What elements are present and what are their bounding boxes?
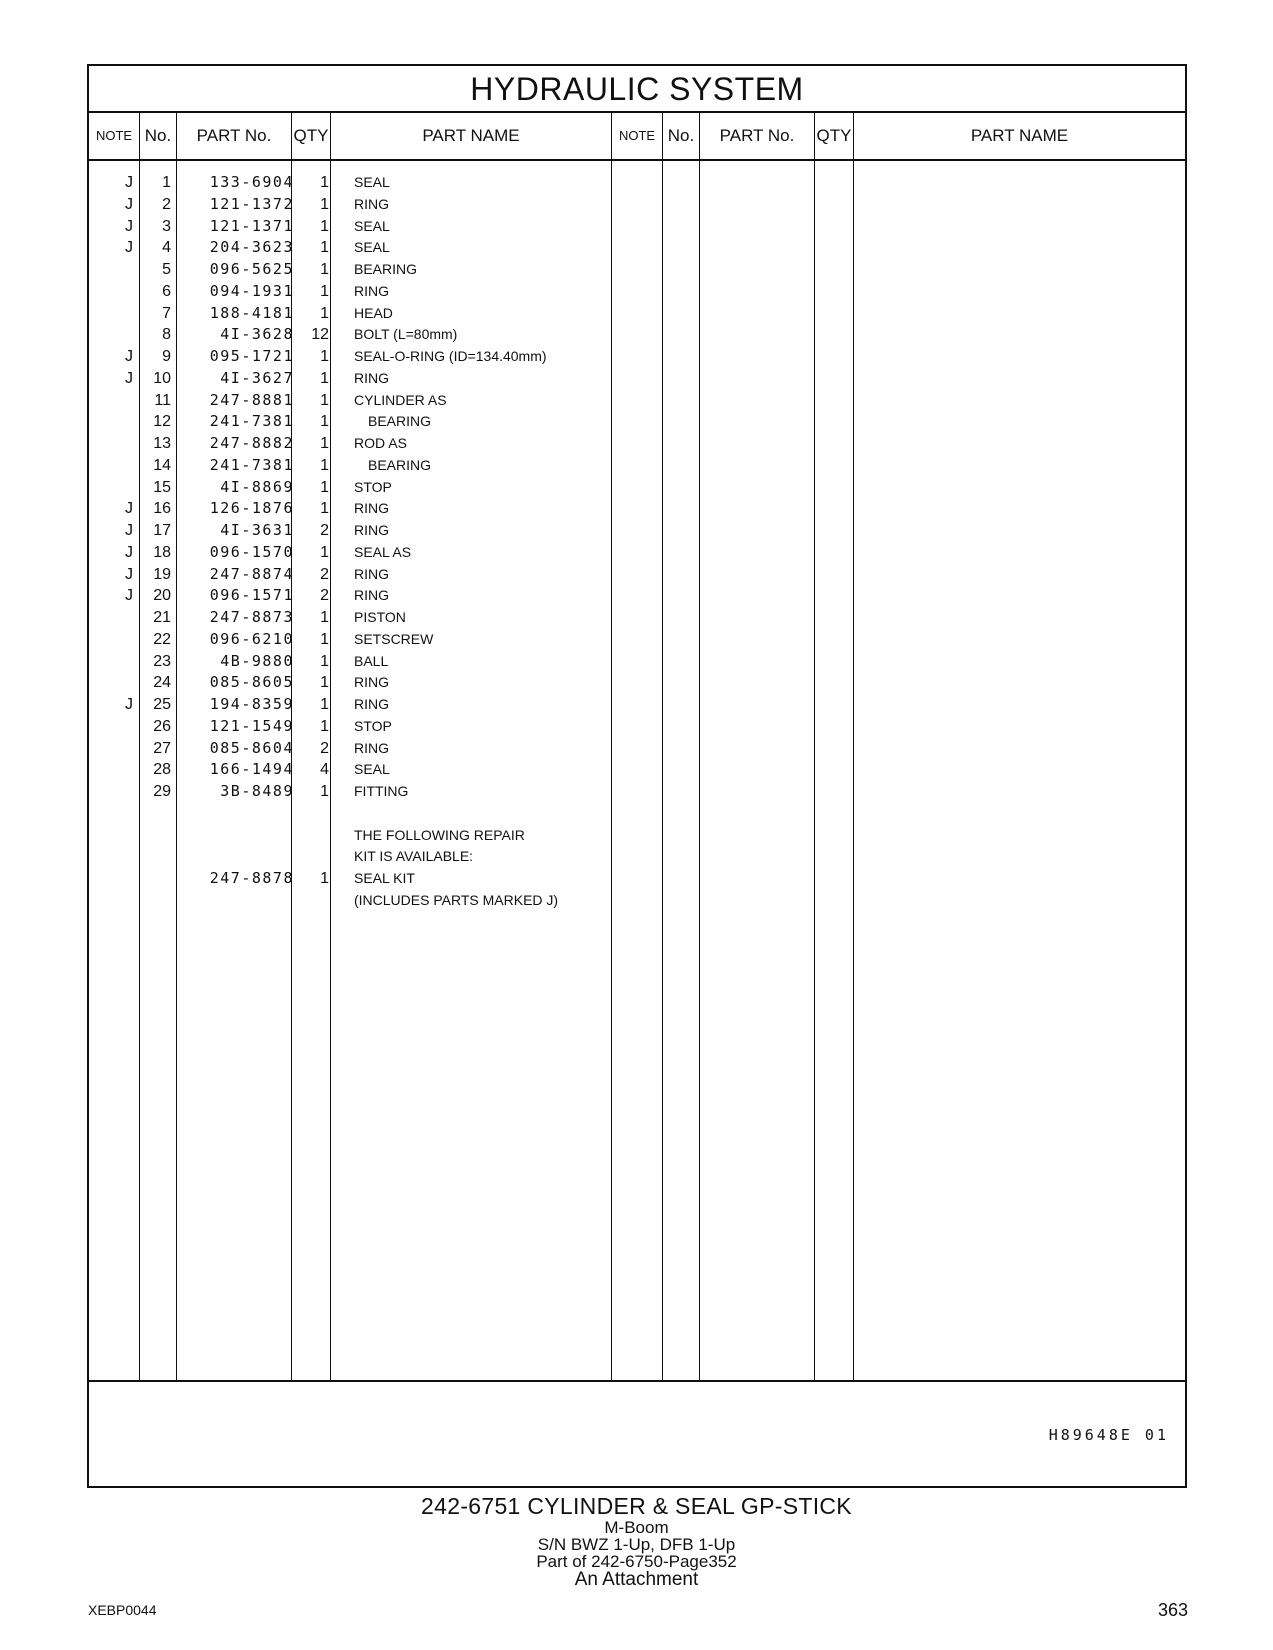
row-part-name: THE FOLLOWING REPAIR — [354, 826, 525, 843]
row-part-number: 3B-8489 — [220, 782, 294, 800]
row-quantity: 1 — [320, 195, 329, 213]
table-row — [89, 650, 1185, 673]
table-row — [89, 193, 1185, 216]
table-row — [89, 171, 1185, 194]
row-quantity: 1 — [320, 369, 329, 387]
row-item-number: 7 — [162, 304, 171, 322]
row-part-name: FITTING — [354, 783, 409, 799]
row-item-number: 15 — [153, 478, 171, 496]
row-part-name: RING — [354, 696, 389, 712]
row-item-number: 9 — [162, 348, 171, 365]
row-part-number: 096-1570 — [209, 542, 294, 561]
row-part-number: 121-1371 — [209, 216, 294, 235]
row-note: J — [125, 195, 133, 213]
table-row — [89, 628, 1185, 651]
row-quantity: 2 — [320, 522, 329, 539]
row-part-number: 4I-8869 — [220, 477, 294, 496]
row-quantity: 1 — [320, 239, 329, 257]
table-row — [89, 824, 1185, 847]
table-row — [89, 563, 1185, 586]
row-item-number: 23 — [153, 652, 171, 670]
table-row — [89, 584, 1185, 607]
row-quantity: 1 — [320, 870, 329, 887]
row-part-name: ROD AS — [354, 435, 407, 451]
row-note: J — [125, 587, 133, 605]
row-item-number: 25 — [153, 696, 171, 713]
table-row — [89, 802, 1185, 825]
header-note-right: NOTE — [618, 128, 656, 143]
header-qty-right: QTY — [816, 126, 852, 145]
row-part-name: RING — [354, 587, 389, 604]
table-row — [89, 432, 1185, 455]
row-part-number: 085-8604 — [209, 738, 294, 757]
row-part-name: RING — [354, 522, 389, 538]
row-part-name: CYLINDER AS — [354, 391, 447, 408]
table-row — [89, 476, 1185, 499]
row-quantity: 1 — [320, 413, 329, 431]
row-part-name: SETSCREW — [354, 630, 434, 647]
row-item-number: 20 — [153, 587, 171, 605]
row-part-name: BEARING — [368, 456, 432, 473]
row-item-number: 2 — [162, 195, 171, 213]
table-row — [89, 497, 1185, 520]
table-row — [89, 236, 1185, 259]
row-part-number: 166-1494 — [209, 760, 294, 779]
row-item-number: 3 — [162, 217, 171, 235]
row-quantity: 1 — [320, 456, 329, 474]
parts-list-frame — [87, 64, 1187, 1488]
row-part-number: 4I-3628 — [220, 325, 294, 344]
row-part-number: 4I-3631 — [220, 521, 294, 539]
row-item-number: 4 — [162, 239, 171, 257]
row-note: J — [125, 369, 133, 387]
row-quantity: 1 — [320, 348, 329, 365]
row-part-number: 194-8359 — [209, 695, 294, 713]
row-part-name: SEAL-O-RING (ID=134.40mm) — [354, 348, 547, 364]
table-row — [89, 780, 1185, 803]
row-item-number: 13 — [153, 435, 171, 452]
header-part-no-left: PART No. — [196, 126, 272, 145]
row-note: J — [125, 348, 133, 365]
row-part-name: PISTON — [354, 609, 406, 625]
parts-table-body — [89, 161, 1185, 1380]
row-item-number: 24 — [153, 674, 171, 692]
table-row — [89, 519, 1185, 542]
illustration-reference: H89648E 01 — [1048, 1426, 1169, 1444]
row-quantity: 1 — [320, 674, 329, 692]
row-note: J — [125, 696, 133, 713]
row-part-number: 247-8881 — [209, 390, 294, 409]
row-quantity: 1 — [320, 696, 329, 713]
row-part-number: 085-8605 — [209, 673, 294, 692]
header-part-name-right: PART NAME — [970, 126, 1069, 145]
row-part-number: 096-1571 — [209, 586, 294, 605]
row-item-number: 14 — [153, 456, 171, 474]
row-part-number: 121-1549 — [209, 716, 294, 735]
row-part-name: BOLT (L=80mm) — [354, 326, 458, 343]
row-quantity: 1 — [320, 500, 329, 518]
table-footer-divider — [89, 1380, 1185, 1382]
row-part-number: 096-6210 — [209, 629, 294, 648]
row-part-number: 241-7381 — [209, 412, 294, 431]
row-note: J — [125, 565, 133, 583]
table-row — [89, 389, 1185, 412]
row-item-number: 8 — [162, 326, 171, 344]
row-part-number: 241-7381 — [209, 455, 294, 474]
row-part-name: RING — [354, 282, 389, 299]
row-quantity: 1 — [320, 391, 329, 409]
row-quantity: 4 — [320, 761, 329, 779]
row-quantity: 1 — [320, 609, 329, 626]
row-note: J — [125, 500, 133, 518]
row-quantity: 2 — [320, 565, 329, 583]
row-quantity: 1 — [320, 478, 329, 496]
row-part-number: 4I-3627 — [220, 368, 294, 387]
group-title: 242-6751 CYLINDER & SEAL GP-STICK — [421, 1493, 852, 1519]
row-part-name: RING — [354, 674, 389, 691]
table-row — [89, 693, 1185, 716]
table-row — [89, 541, 1185, 564]
table-row — [89, 737, 1185, 760]
row-part-name: BALL — [354, 652, 389, 669]
row-part-name: SEAL — [354, 217, 390, 234]
row-part-name: KIT IS AVAILABLE: — [354, 848, 474, 865]
table-row — [89, 889, 1185, 912]
row-quantity: 1 — [320, 783, 329, 800]
row-part-name: STOP — [354, 478, 392, 495]
row-part-name: RING — [354, 739, 389, 756]
row-quantity: 1 — [320, 543, 329, 561]
row-quantity: 1 — [320, 717, 329, 735]
row-item-number: 22 — [153, 630, 171, 648]
row-item-number: 5 — [162, 261, 171, 278]
document-id: XEBP0044 — [88, 1602, 157, 1618]
row-quantity: 1 — [320, 217, 329, 235]
table-row — [89, 280, 1185, 303]
row-part-name: (INCLUDES PARTS MARKED J) — [354, 891, 559, 908]
row-part-name: RING — [354, 500, 389, 517]
row-note: J — [125, 217, 133, 235]
row-item-number: 28 — [153, 761, 171, 779]
table-row — [89, 302, 1185, 325]
row-quantity: 1 — [320, 435, 329, 452]
row-part-name: RING — [354, 565, 389, 582]
row-quantity: 1 — [320, 174, 329, 191]
row-part-name: SEAL AS — [354, 543, 412, 560]
table-row — [89, 323, 1185, 346]
row-part-name: STOP — [354, 717, 392, 734]
row-part-name: BEARING — [368, 413, 432, 430]
row-note: J — [125, 522, 133, 539]
table-row — [89, 215, 1185, 238]
row-part-number: 204-3623 — [209, 238, 294, 257]
header-no-right: No. — [667, 126, 695, 145]
row-quantity: 1 — [320, 282, 329, 300]
row-item-number: 1 — [162, 174, 171, 191]
page-title: HYDRAULIC SYSTEM — [89, 66, 1185, 113]
table-row — [89, 410, 1185, 433]
caption-attachment: An Attachment — [574, 1569, 699, 1590]
header-qty-left: QTY — [293, 126, 329, 145]
table-row — [89, 715, 1185, 738]
row-item-number: 10 — [153, 369, 171, 387]
row-part-name: HEAD — [354, 304, 393, 321]
row-part-name: SEAL — [354, 761, 390, 778]
row-part-name: SEAL — [354, 174, 390, 190]
row-part-number: 247-8874 — [209, 564, 294, 583]
table-row — [89, 454, 1185, 477]
row-note: J — [125, 543, 133, 561]
row-quantity: 12 — [311, 326, 329, 344]
row-item-number: 18 — [153, 543, 171, 561]
table-row — [89, 845, 1185, 868]
row-part-number: 126-1876 — [209, 499, 294, 518]
row-quantity: 1 — [320, 652, 329, 670]
header-note-left: NOTE — [95, 128, 133, 143]
row-item-number: 27 — [153, 739, 171, 757]
row-quantity: 1 — [320, 630, 329, 648]
row-part-name: BEARING — [354, 261, 418, 277]
caption-line-parent: Part of 242-6750-Page352 — [536, 1552, 737, 1571]
row-quantity: 2 — [320, 739, 329, 757]
table-row — [89, 258, 1185, 281]
row-item-number: 29 — [153, 783, 171, 800]
table-row — [89, 367, 1185, 390]
header-part-name-left: PART NAME — [422, 126, 520, 145]
row-part-number: 4B-9880 — [220, 651, 294, 670]
row-part-name: RING — [354, 369, 389, 386]
row-part-number: 121-1372 — [209, 194, 294, 213]
row-item-number: 21 — [153, 609, 171, 626]
table-row — [89, 345, 1185, 368]
row-part-number: 247-8873 — [209, 608, 294, 626]
row-item-number: 26 — [153, 717, 171, 735]
caption-line-serial: S/N BWZ 1-Up, DFB 1-Up — [537, 1535, 736, 1554]
table-row — [89, 606, 1185, 629]
row-part-name: SEAL — [354, 239, 390, 256]
table-row — [89, 758, 1185, 781]
row-item-number: 17 — [153, 522, 171, 539]
row-part-number: 094-1931 — [209, 281, 294, 300]
row-quantity: 2 — [320, 587, 329, 605]
row-item-number: 6 — [162, 282, 171, 300]
table-header — [89, 113, 1185, 161]
row-quantity: 1 — [320, 261, 329, 278]
row-quantity: 1 — [320, 304, 329, 322]
row-part-name: RING — [354, 195, 389, 212]
header-no-left: No. — [144, 126, 172, 145]
table-row — [89, 867, 1185, 890]
row-item-number: 12 — [153, 413, 171, 431]
header-part-no-right: PART No. — [719, 126, 795, 145]
row-part-number: 095-1721 — [209, 347, 294, 365]
group-caption — [0, 1493, 1273, 1589]
row-part-number: 247-8882 — [209, 434, 294, 452]
page-number: 363 — [1157, 1600, 1188, 1620]
row-item-number: 19 — [153, 565, 171, 583]
row-part-number: 247-8878 — [209, 869, 294, 887]
row-part-number: 133-6904 — [209, 173, 294, 191]
row-part-name: SEAL KIT — [354, 870, 415, 886]
caption-line-model: M-Boom — [604, 1518, 669, 1537]
row-part-number: 096-5625 — [209, 260, 294, 278]
row-note: J — [125, 239, 133, 257]
row-part-number: 188-4181 — [209, 303, 294, 322]
row-note: J — [125, 174, 133, 191]
row-item-number: 16 — [153, 500, 171, 518]
row-item-number: 11 — [154, 391, 171, 409]
table-row — [89, 671, 1185, 694]
